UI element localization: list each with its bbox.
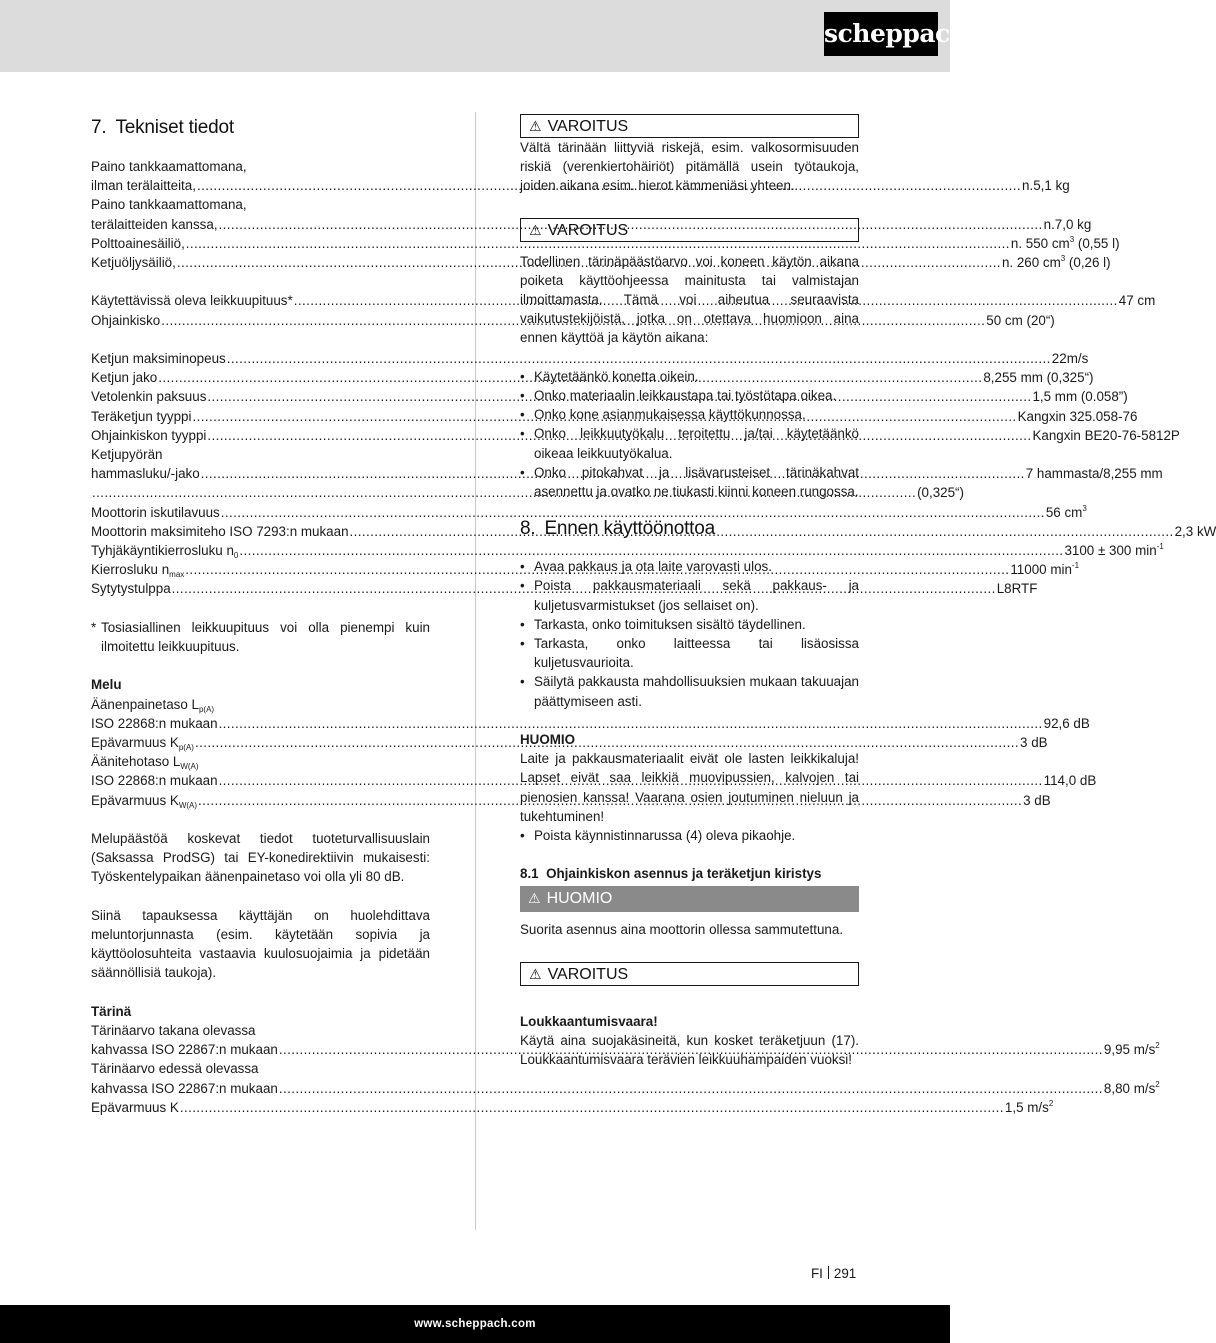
- spec-value-text: 11000 min: [1010, 562, 1072, 578]
- unpacking-list: [520, 557, 859, 711]
- spec-label-text: Tyhjäkäyntikierrosluku n: [91, 543, 234, 559]
- spec-row: [91, 1098, 1054, 1117]
- warning-triangle-icon: ⚠: [528, 890, 541, 907]
- spec-text: Paino tankkaamattomana,: [91, 197, 247, 213]
- spec-label: [91, 541, 238, 560]
- spec-value: [1022, 176, 1070, 195]
- spec-value-text: n.5,1 kg: [1022, 178, 1070, 194]
- spec-value-text: n. 260 cm: [1001, 255, 1061, 271]
- spec-subscript: max: [169, 570, 185, 580]
- warning-box-1: [520, 114, 859, 138]
- spec-label: [91, 791, 197, 810]
- list-item: • Poista käynnistinnarussa (4) oleva pikaohje.: [520, 826, 859, 845]
- spec-label: [91, 215, 218, 234]
- spec-label: [91, 579, 171, 598]
- spec-label-text: Epävarmuus K: [91, 1099, 179, 1115]
- spec-value: [1046, 503, 1087, 522]
- spec-label: [91, 771, 218, 790]
- spec-value: [986, 311, 1054, 330]
- section-8-heading: [520, 515, 859, 543]
- spec-superscript: 3: [1082, 503, 1087, 513]
- spec-label: [91, 714, 218, 733]
- spec-subscript: W(A): [180, 762, 199, 772]
- scheppach-logo: scheppach: [824, 12, 938, 56]
- spec-value: [1175, 522, 1216, 541]
- note-list: [520, 826, 859, 845]
- spec-row: [91, 503, 1087, 522]
- vibration-title: Tärinä: [91, 1003, 132, 1019]
- list-item: • Käytetäänkö konetta oikein.: [520, 367, 859, 386]
- footnote-text: Tosiasiallinen leikkuupituus voi olla pienempi kuin ilmoitettu leikkuupituus.: [101, 619, 430, 655]
- spec-value: [1020, 733, 1048, 752]
- spec-text: Äänitehotaso L: [91, 754, 181, 770]
- spec-label: [91, 407, 191, 426]
- spec-value-text: 3100 ± 300 min: [1064, 543, 1157, 559]
- warning-label: VAROITUS: [547, 118, 629, 135]
- language-code: FI: [811, 1266, 823, 1281]
- spec-superscript: 2: [1048, 1098, 1054, 1108]
- spec-row: [91, 541, 1164, 561]
- spec-text: Tärinäarvo edessä olevassa: [91, 1061, 259, 1077]
- spec-label-text: Epävarmuus K: [91, 735, 179, 751]
- subsection-number: 8.1: [520, 866, 539, 882]
- spec-text: Ketjupyörän: [91, 447, 163, 463]
- spec-line: [91, 1021, 430, 1040]
- spec-value-text: 3 dB: [1020, 735, 1048, 751]
- spec-label-text: ilman terälaitteita,: [91, 178, 196, 194]
- spec-row: [91, 483, 964, 502]
- spec-label-text: Kierrosluku n: [91, 562, 170, 578]
- spec-row: [91, 349, 1089, 368]
- warning-triangle-icon: ⚠: [529, 119, 542, 135]
- footnote-star: *: [91, 619, 97, 635]
- spec-text: Tärinäarvo takana olevassa: [91, 1023, 256, 1039]
- spec-label-text: hammasluku/-jako: [91, 466, 200, 482]
- spec-value-text: Kangxin 325.058-76: [1017, 408, 1138, 424]
- spec-value: [1044, 771, 1097, 790]
- spec-label-text: Polttoainesäiliö,: [91, 235, 185, 251]
- warning-triangle-icon: ⚠: [529, 222, 542, 239]
- spec-label-text: Ketjun maksiminopeus: [91, 351, 226, 366]
- spec-label: [91, 368, 157, 387]
- spec-subscript: p(A): [178, 743, 194, 753]
- spec-superscript: 2: [1155, 1079, 1160, 1089]
- spec-label: [91, 464, 200, 483]
- page-footer: [0, 1305, 950, 1343]
- warning-box-2: [520, 218, 859, 242]
- spec-label: [91, 1079, 278, 1098]
- spec-value: [1032, 426, 1179, 445]
- spec-row: [91, 253, 1111, 272]
- spec-label-text: terälaitteiden kanssa,: [91, 216, 218, 232]
- note-title: HUOMIO: [520, 732, 576, 748]
- spec-label-text: Moottorin maksimiteho ISO 7293:n mukaan: [91, 523, 349, 539]
- spec-value-text: 22m/s: [1051, 351, 1089, 366]
- spec-label-text: Vetolenkin paksuus: [91, 389, 207, 405]
- spec-value-text: 1,5 mm (0.058”): [1032, 389, 1128, 405]
- list-item: • Säilytä pakkausta mahdollisuuksien mukaan takuuajan päättymiseen asti.: [520, 672, 859, 710]
- warning-triangle-icon: ⚠: [529, 966, 542, 983]
- warning-label: VAROITUS: [547, 221, 629, 239]
- website-link[interactable]: www.scheppach.com: [414, 1318, 536, 1330]
- list-item: • Onko kone asianmukaisessa käyttökunnossa.: [520, 405, 859, 424]
- list-item: • Poista pakkausmateriaali sekä pakkaus- ja kuljetusvarmistukset (jos sellaiset on).: [520, 576, 859, 614]
- spec-row: [91, 771, 1097, 790]
- spec-value-text: n. 550 cm: [1010, 235, 1070, 251]
- spec-value-text: 9,95 m/s: [1103, 1042, 1156, 1058]
- spec-label: [91, 503, 220, 522]
- page-number: [811, 1264, 856, 1283]
- spec-value-text: 3 dB: [1023, 792, 1051, 808]
- dot-leader: [180, 1098, 1004, 1117]
- spec-value-text: 2,3 kW: [1174, 523, 1216, 539]
- spec-label: [91, 426, 206, 445]
- spec-text: Äänenpainetaso L: [91, 696, 199, 712]
- column-divider: [475, 112, 476, 1230]
- noise-paragraph-1: Melupäästöä koskevat tiedot tuoteturvallisuuslain (Saksassa ProdSG) tai EY-konedirektiivin mukaisesti: Työskentelypaikan äänenpainetaso voi olla yli 80 dB.: [91, 831, 430, 885]
- spec-row: [91, 234, 1120, 253]
- warning-text-2: Todellinen tärinäpäästöarvo voi koneen käytön aikana poiketa käyttöohjeessa mainitusta tai valmistajan ilmoittamasta. Tämä voi aiheutua seuraavista vaikutustekijöistä, jotka on otettava huomioon aina ennen käyttöä ja käytön aikana:: [520, 253, 859, 346]
- spec-value-text: n.7,0 kg: [1043, 216, 1092, 232]
- spec-value: [1064, 541, 1163, 560]
- spec-label: [91, 733, 194, 752]
- dot-leader: [279, 1079, 1103, 1098]
- spec-value: [917, 483, 964, 502]
- spec-value: [1104, 1040, 1160, 1059]
- spec-value-text: 114,0 dB: [1043, 773, 1097, 789]
- spec-value-text: L8RTF: [996, 581, 1038, 597]
- list-item: • Tarkasta, onko toimituksen sisältö täydellinen.: [520, 615, 859, 634]
- page-number-value: 291: [833, 1266, 857, 1281]
- noise-paragraph-2: Siinä tapauksessa käyttäjän on huolehdittava meluntorjunnasta (esim. käytetään sopivia ja käyttöolosuhteita vastaavia kuulosuojaimia ja pidetään säännöllisiä taukoja).: [91, 907, 430, 981]
- spec-value: [1002, 253, 1111, 272]
- footnote: [91, 618, 430, 656]
- spec-value: [1104, 1079, 1160, 1098]
- spec-value: [1052, 349, 1088, 368]
- spec-value-tail: (0,55 l): [1074, 235, 1120, 251]
- warning-label: VAROITUS: [547, 965, 629, 983]
- spec-label-text: Ketjuöljysäiliö,: [91, 255, 176, 271]
- spec-label-text: kahvassa ISO 22867:n mukaan: [91, 1080, 278, 1096]
- spec-label: [91, 311, 160, 330]
- spec-value: [997, 579, 1038, 598]
- list-item: • Avaa pakkaus ja ota laite varovasti ulos.: [520, 557, 859, 576]
- spec-value-text: (0,325“): [917, 485, 964, 501]
- spec-superscript: 3: [1069, 234, 1075, 244]
- spec-superscript: 3: [1060, 254, 1066, 264]
- spec-label-text: Käytettävissä oleva leikkuupituus*: [91, 293, 293, 309]
- spec-value: [1119, 291, 1155, 310]
- attention-box: [520, 886, 859, 912]
- spec-label: [91, 349, 226, 368]
- spec-value: [1044, 714, 1090, 733]
- spec-label-text: kahvassa ISO 22867:n mukaan: [91, 1042, 278, 1058]
- spec-value-text: 47 cm: [1118, 293, 1156, 309]
- spec-value: [1005, 1098, 1053, 1117]
- section-title: Ennen käyttöönottoa: [544, 518, 715, 540]
- spec-row: [91, 176, 1070, 195]
- warning-text-1: Vältä tärinään liittyviä riskejä, esim. valkosormisuuden riskiä (verenkiertohäiriöt) pitämällä usein työtaukoja, joiden aikana esim. hierot kämmeniäsi yhteen.: [520, 140, 859, 194]
- injury-text: Käytä aina suojakäsineitä, kun kosket teräketjuun (17). Loukkaantumisvaara terävien leikkuuhampaiden vuoksi!: [520, 1033, 859, 1068]
- spec-group-bar: [91, 291, 1156, 329]
- spec-row: [91, 1079, 1160, 1098]
- spec-label: [91, 176, 196, 195]
- spec-label-text: Sytytystulppa: [91, 581, 171, 597]
- warning-box-3: [520, 962, 859, 986]
- note-text: Laite ja pakkausmateriaalit eivät ole lasten leikkikaluja! Lapset eivät saa leikkiä muovipussien, kalvojen tai pienosien kanssa! Vaarana osien joutuminen nieluun ja tukehtuminen!: [520, 751, 859, 824]
- list-item: • Onko leikkuutyökalu teroitettu ja/tai käytetäänkö oikeaa leikkuutyökalua.: [520, 424, 859, 462]
- spec-row: [91, 291, 1156, 310]
- noise-title: Melu: [91, 677, 122, 693]
- right-column: [520, 112, 859, 1069]
- spec-label-text: ISO 22868:n mukaan: [91, 773, 218, 789]
- spec-value: [1023, 791, 1051, 810]
- spec-line: [91, 695, 430, 714]
- spec-label-text: Moottorin iskutilavuus: [91, 504, 220, 520]
- spec-text: Paino tankkaamattomana,: [91, 159, 247, 174]
- spec-label-text: Ketjun jako: [91, 370, 158, 386]
- spec-line: [91, 1059, 430, 1078]
- spec-value-text: 50 cm (20“): [986, 312, 1055, 328]
- spec-label-text: Teräketjun tyyppi: [91, 408, 192, 424]
- subsection-title: Ohjainkiskon asennus ja teräketjun kiristys: [546, 866, 822, 882]
- subsection-8-1-heading: [520, 864, 859, 883]
- spec-value-text: 56 cm: [1045, 504, 1083, 520]
- vibration-factors-list: [520, 367, 859, 501]
- spec-value: [1032, 387, 1127, 406]
- section-number: 7.: [91, 117, 107, 138]
- page-header: [0, 0, 968, 72]
- spec-label: [91, 234, 185, 253]
- section-7-heading: [91, 114, 430, 142]
- spec-line: [91, 752, 430, 771]
- list-item: • Tarkasta, onko laitteessa tai lisäosissa kuljetusvaurioita.: [520, 634, 859, 672]
- spec-value: [1011, 234, 1120, 253]
- spec-value-text: 7 hammasta/8,255 mm: [1025, 466, 1163, 482]
- spec-value-tail: (0,26 l): [1065, 255, 1111, 271]
- attention-text: Suorita asennus aina moottorin ollessa sammutettuna.: [520, 921, 844, 937]
- spec-label: [91, 291, 293, 310]
- spec-value: [1026, 464, 1163, 483]
- spec-subscript: p(A): [198, 704, 215, 714]
- spec-label: [91, 387, 206, 406]
- spec-row: [91, 311, 1055, 330]
- spec-label-text: ISO 22868:n mukaan: [91, 715, 218, 731]
- spec-label: [91, 560, 184, 579]
- spec-label-text: Epävarmuus K: [91, 792, 179, 808]
- spec-value-text: Kangxin BE20-76-5812P: [1032, 427, 1180, 443]
- spec-line: [91, 195, 430, 214]
- section-title: Tekniset tiedot: [115, 117, 234, 138]
- spec-subscript: W(A): [178, 800, 198, 810]
- spec-line: [91, 157, 430, 176]
- spec-row: [91, 791, 1051, 810]
- page-number-separator: [828, 1266, 829, 1279]
- spec-label-text: Ohjainkiskon tyyppi: [91, 427, 207, 443]
- spec-label: [91, 522, 349, 541]
- spec-label-text: Ohjainkisko: [91, 312, 161, 328]
- spec-line: [91, 445, 430, 464]
- spec-value: [1044, 215, 1092, 234]
- spec-label: [91, 1098, 179, 1117]
- spec-label: [91, 253, 176, 272]
- injury-title: Loukkaantumisvaara!: [520, 1013, 658, 1029]
- spec-superscript: -1: [1071, 561, 1080, 571]
- spec-value: [983, 368, 1093, 387]
- spec-subscript: 0: [233, 551, 239, 561]
- spec-value: [1018, 407, 1138, 426]
- spec-label: [91, 1040, 278, 1059]
- spec-row: [91, 714, 1090, 733]
- spec-superscript: 2: [1155, 1041, 1160, 1051]
- list-item: • Onko pitokahvat ja lisävarusteiset tärinäkahvat asennettu ja ovatko ne tiukasti kiinni koneen rungossa.: [520, 463, 859, 501]
- spec-value-text: 8,80 m/s: [1103, 1080, 1156, 1096]
- spec-value-text: 92,6 dB: [1043, 715, 1090, 731]
- section-number: 8.: [520, 518, 536, 540]
- attention-label: HUOMIO: [546, 889, 613, 907]
- spec-value-text: 1,5 m/s: [1004, 1099, 1049, 1115]
- spec-value-text: 8,255 mm (0,325“): [983, 370, 1094, 386]
- list-item: • Onko materiaalin leikkaustapa tai työstötapa oikea.: [520, 386, 859, 405]
- spec-superscript: -1: [1156, 542, 1164, 552]
- spec-value: [1010, 560, 1079, 579]
